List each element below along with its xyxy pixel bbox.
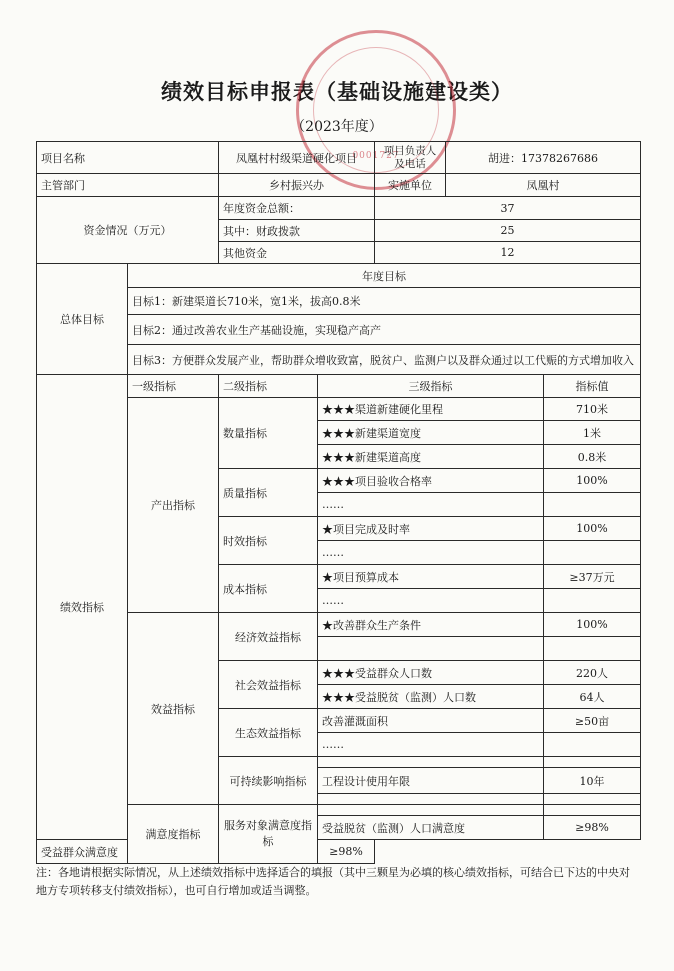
indicator-value: ≥37万元 [544, 565, 641, 589]
indicator-value: 10年 [544, 768, 641, 794]
indicator-name: ★★★受益群众人口数 [318, 661, 544, 685]
department-row [37, 174, 641, 197]
indicator-name: …… [318, 589, 544, 613]
dept-label: 主管部门 [37, 174, 219, 197]
indicator-value: ≥98% [544, 816, 641, 840]
page-title: 绩效目标申报表（基础设施建设类） [161, 79, 513, 104]
indicator-value [544, 794, 641, 805]
indicator-value: ≥50亩 [544, 709, 641, 733]
indicator-row [37, 398, 641, 421]
perf-header-row [37, 375, 641, 398]
dept-value: 乡村振兴办 [219, 174, 375, 197]
indicator-value: 100% [544, 469, 641, 493]
seal-number: 0001727 [352, 151, 400, 161]
footnote: 注：各地请根据实际情况，从上述绩效指标中选择适合的填报（其中三颗星为必填的核心绩效指标，可结合已下达的中央对地方专项转移支付绩效指标），也可自行增加或适当调整。 [36, 866, 630, 897]
goals-label: 总体目标 [37, 264, 128, 375]
indicator-name: …… [318, 733, 544, 757]
funds-label: 资金情况（万元） [37, 197, 219, 264]
goal-row [37, 315, 641, 345]
year-subtitle: （2023年度） [291, 119, 383, 135]
indicator-value: 100% [544, 517, 641, 541]
project-name-value: 凤凰村村级渠道硬化项目 [219, 142, 375, 174]
indicator-value [544, 805, 641, 816]
perf-label: 绩效指标 [37, 375, 128, 840]
econ-label: 经济效益指标 [219, 613, 318, 661]
indicator-name [318, 794, 544, 805]
output-label: 产出指标 [128, 398, 219, 613]
indicator-value: 220人 [544, 661, 641, 685]
service-label: 服务对象满意度指标 [219, 805, 318, 864]
goal-row [37, 345, 641, 375]
project-name-row [37, 142, 641, 174]
contact-value: 胡进：17378267686 [446, 142, 641, 174]
indicator-value [544, 589, 641, 613]
indicator-value: 1米 [544, 421, 641, 445]
funds-other-label: 其他资金 [219, 242, 375, 264]
perf-h1: 一级指标 [128, 375, 219, 398]
funds-total-value: 37 [375, 197, 641, 220]
indicator-name: …… [318, 493, 544, 517]
indicator-value [544, 637, 641, 661]
indicator-value: ≥98% [318, 840, 375, 864]
indicator-value: 64人 [544, 685, 641, 709]
indicator-name: ★★★新建渠道宽度 [318, 421, 544, 445]
quality-label: 质量指标 [219, 469, 318, 517]
indicator-value: 0.8米 [544, 445, 641, 469]
indicator-name: 改善灌溉面积 [318, 709, 544, 733]
goals-header-row [37, 264, 641, 288]
eco-label: 生态效益指标 [219, 709, 318, 757]
indicator-value: 710米 [544, 398, 641, 421]
indicator-value: 100% [544, 613, 641, 637]
indicator-name: …… [318, 541, 544, 565]
indicator-name: ★★★受益脱贫（监测）人口数 [318, 685, 544, 709]
perf-h3: 三级指标 [318, 375, 544, 398]
indicator-value [544, 541, 641, 565]
sustain-label: 可持续影响指标 [219, 757, 318, 805]
indicator-name: 工程设计使用年限 [318, 768, 544, 794]
funds-total-row [37, 197, 641, 220]
funds-total-label: 年度资金总额： [219, 197, 375, 220]
unit-value: 凤凰村 [446, 174, 641, 197]
benefit-label: 效益指标 [128, 613, 219, 805]
indicator-row [37, 805, 641, 816]
indicator-name: ★★★渠道新建硬化里程 [318, 398, 544, 421]
indicator-name [318, 757, 544, 768]
indicator-value [544, 733, 641, 757]
perf-h2: 二级指标 [219, 375, 318, 398]
funds-other-value: 12 [375, 242, 641, 264]
funds-fiscal-value: 25 [375, 220, 641, 242]
indicator-name: ★项目预算成本 [318, 565, 544, 589]
contact-label: 项目负责人及电话 [375, 142, 446, 174]
indicator-name: ★项目完成及时率 [318, 517, 544, 541]
qty-label: 数量指标 [219, 398, 318, 469]
indicator-value [544, 757, 641, 768]
goal-1: 目标1：新建渠道长710米，宽1米，拔高0.8米 [128, 288, 641, 315]
social-label: 社会效益指标 [219, 661, 318, 709]
unit-label: 实施单位 [375, 174, 446, 197]
goal-2: 目标2：通过改善农业生产基础设施，实现稳产高产 [128, 315, 641, 345]
indicator-name: 受益脱贫（监测）人口满意度 [318, 816, 544, 840]
indicator-row [37, 840, 641, 864]
performance-form [36, 141, 641, 864]
cost-label: 成本指标 [219, 565, 318, 613]
indicator-name [318, 637, 544, 661]
satisfaction-label: 满意度指标 [128, 805, 219, 864]
indicator-row [37, 613, 641, 637]
goal-3: 目标3：方便群众发展产业，帮助群众增收致富，脱贫户、监测户以及群众通过以工代赈的方式增加收入 [128, 345, 641, 375]
perf-h4: 指标值 [544, 375, 641, 398]
goal-row [37, 288, 641, 315]
indicator-name: ★改善群众生产条件 [318, 613, 544, 637]
funds-fiscal-label: 其中：财政拨款 [219, 220, 375, 242]
time-label: 时效指标 [219, 517, 318, 565]
indicator-name [318, 805, 544, 816]
indicator-name: ★★★项目验收合格率 [318, 469, 544, 493]
project-name-label: 项目名称 [37, 142, 219, 174]
goals-header: 年度目标 [128, 264, 641, 288]
indicator-name: ★★★新建渠道高度 [318, 445, 544, 469]
indicator-name: 受益群众满意度 [37, 840, 318, 864]
indicator-value [544, 493, 641, 517]
